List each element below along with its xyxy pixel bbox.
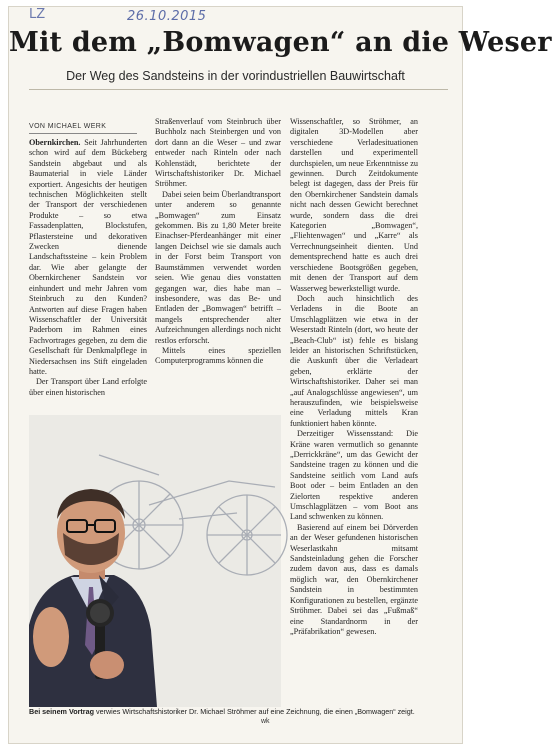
paragraph: Derzeitiger Wissensstand: Die Kräne waren vermutlich so genannte „Derrickkräne“, um das Gewicht der Sandsteine tragen zu können und die Sandsteine seitlich vom Land aufs Boot oder – beim Entladen an den Zielorten respektive anderen Umschlagplätzen – vom Boot ans Land schwenken zu können.	[290, 429, 418, 522]
paragraph: Straßenverlauf vom Steinbruch über Buchholz nach Steinbergen und von dort dann an die Weser – und zwar entweder nach Rinteln oder nach Kohlenstädt, berichtete der Wirtschaftshistoriker Dr. Michael Ströhmer.	[155, 117, 281, 189]
photo-speaker-with-wagon-drawing	[29, 415, 281, 707]
paragraph: Basierend auf einem bei Dörverden an der Weser gefundenen historischen Weserlastkahn mitsamt Sandsteinladung gehen die Forscher zudem davon aus, dass es damals möglich war, den Obernkirchener Sandstein in bestimmten Konfigurationen zu bestellen, ergänzte Ströhmer. Dabei sei das „Fußmaß“ eine Standardnorm in der „Präfabrikation“ gewesen.	[290, 522, 418, 636]
caption-text: verwies Wirtschaftshistoriker Dr. Michael Ströhmer auf eine Zeichnung, die einen „Bomwagen“ zeigt.	[93, 707, 415, 716]
header-divider	[29, 89, 448, 90]
newspaper-clipping	[8, 6, 552, 744]
paragraph: Dabei seien beim Überlandtransport unter anderem so genannte „Bomwagen“ zum Einsatz gekommen. Bis zu 1,80 Meter breite Einachser-Pferdeanhänger mit einer langen Deichsel wie sie damals auch in der Forst beim Transport von Baumstämmen verwendet worden seien. Wie genau dies vonstatten gegangen war, dies habe man – insbesondere, was das Be- und Entladen der „Bomwagen“ betrifft – mangels entsprechender alter Aufzeichnungen allerdings noch nicht restlos erforscht.	[155, 189, 281, 345]
byline: VON MICHAEL WERK	[29, 123, 107, 130]
paragraph: Doch auch hinsichtlich des Verladens in die Boote an Umschlagplätzen wie etwa in der Weserstadt Rinteln (dort, wo heute der „Beach-Club“ ist) fehle es bislang leider an historischen Schriftstücken, die Auskunft über die Verladeart geben, erklärte der Wirtschaftshistoriker. Daher sei man „auf Analogschlüsse angewiesen“, um herauszufinden, wie beispielsweise eine Verladung mittels Kran funktioniert haben könnte.	[290, 293, 418, 428]
article-subheadline: Der Weg des Sandsteins in der vorindustriellen Bauwirtschaft	[66, 69, 405, 83]
lead-paragraph: Obernkirchen. Seit Jahrhunderten schon wird auf dem Bückeberg Sandstein abgebaut und als Baumaterial in viele Länder exportiert. Angesichts der heutigen technischen Möglichkeiten stellt der Transport der verschiedenen Produkte – so etwa Fassadenplatten, Blockstufen, Pflastersteine und dekorativen Zwecken dienende Landschaftssteine – kein Problem dar. Wie aber gelangte der Obernkirchener Sandstein vor einhundert und mehr Jahren vom Steinbruch zu den Kunden? Antworten auf diese Fragen haben Wissenschaftler der Universität Paderborn im Rahmen eines Fachvortrages gegeben, zu dem die Gesellschaft für Denkmalpflege in Niedersachsen ins Stift eingeladen hatte.	[29, 138, 147, 376]
paragraph: Der Transport über Land erfolgte über einen historischen	[29, 377, 147, 397]
handwritten-source-mark: LZ	[29, 7, 46, 22]
article-column-3	[290, 117, 418, 707]
photo-credit: wk	[261, 718, 270, 725]
dateline: Obernkirchen.	[29, 138, 81, 147]
hand	[90, 651, 124, 679]
byline-divider	[29, 133, 137, 134]
paragraph: Mittels eines speziellen Computerprogramms können die	[155, 345, 281, 366]
handwritten-date: 26.10.2015	[127, 9, 207, 24]
paragraph: Wissenschaftler, so Ströhmer, an digitalen 3D-Modellen aber verschiedene Verladesituationen darstellen und experimentell durchspielen, um neue Erkenntnisse zu gewinnen. Durch Zeitdokumente belegt ist dagegen, dass der Preis für den Obernkirchener Sandstein damals nicht nach dessen Gewicht berechnet wurde, sondern dass die drei Kategorien „Bomwagen“, „Fliehtenwagen“ und „Karre“ als Verrechnungseinheit dienten. Und dementsprechend hatte es auch drei verschiedene Bootsgrößen gegeben, mit denen der Transport auf dem Wasserweg bewerkstelligt wurde.	[290, 117, 419, 293]
article-photo	[29, 415, 281, 707]
article-column-2	[155, 117, 281, 417]
caption-lead: Bei seinem Vortrag	[29, 707, 94, 716]
photo-caption	[29, 707, 429, 717]
article-headline: Mit dem „Bomwagen“ an die Weser	[9, 27, 552, 58]
